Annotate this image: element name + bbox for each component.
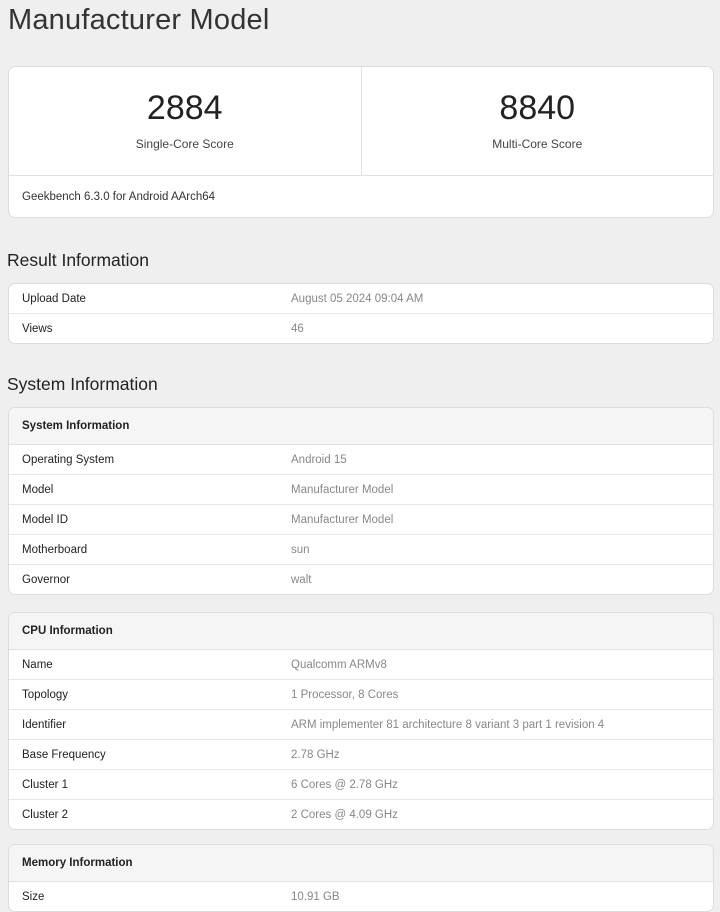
row-value: Android 15 (291, 453, 347, 466)
cpu-row-topology (9, 679, 713, 709)
row-value: August 05 2024 09:04 AM (291, 292, 424, 305)
result-information-card (8, 283, 714, 344)
row-label: Model ID (22, 513, 69, 526)
row-value: walt (291, 573, 312, 586)
memory-table-title: Memory Information (9, 845, 713, 882)
cpu-table-rows (9, 650, 713, 829)
row-value: sun (291, 543, 310, 556)
system-row-model (9, 474, 713, 504)
memory-information-card (8, 844, 714, 912)
result-information-heading: Result Information (7, 250, 150, 270)
cpu-row-identifier (9, 709, 713, 739)
row-value: Manufacturer Model (291, 483, 394, 496)
row-label: Base Frequency (22, 748, 106, 761)
multi-core-score-label: Multi-Core Score (492, 137, 583, 151)
result-information-rows (9, 284, 713, 343)
multi-core-score-cell (361, 67, 714, 175)
row-label: Views (22, 322, 53, 335)
row-value: ARM implementer 81 architecture 8 variant 3 part 1 revision 4 (291, 718, 605, 731)
row-label: Name (22, 658, 53, 671)
system-row-operating-system (9, 445, 713, 474)
system-row-model-id (9, 504, 713, 534)
row-label: Governor (22, 573, 70, 586)
multi-core-score-value: 8840 (499, 89, 576, 127)
row-value: 10.91 GB (291, 890, 340, 903)
cpu-row-cluster-1 (9, 769, 713, 799)
row-label: Operating System (22, 453, 115, 466)
single-core-score-value: 2884 (146, 89, 223, 127)
memory-row-size (9, 882, 713, 911)
system-row-motherboard (9, 534, 713, 564)
row-value: Qualcomm ARMv8 (291, 658, 387, 671)
cpu-information-card (8, 612, 714, 830)
row-label: Motherboard (22, 543, 88, 556)
page-title: Manufacturer Model (8, 4, 270, 36)
row-label: Identifier (22, 718, 67, 731)
cpu-row-cluster-2 (9, 799, 713, 829)
row-label: Model (22, 483, 54, 496)
row-value: 2 Cores @ 4.09 GHz (291, 808, 398, 821)
system-information-card (8, 407, 714, 595)
memory-table-rows (9, 882, 713, 911)
system-table-rows (9, 445, 713, 594)
row-label: Topology (22, 688, 69, 701)
benchmark-version: Geekbench 6.3.0 for Android AArch64 (22, 191, 216, 203)
system-row-governor (9, 564, 713, 594)
cpu-table-title: CPU Information (9, 613, 713, 650)
cpu-row-name (9, 650, 713, 679)
row-label: Cluster 1 (22, 778, 69, 791)
result-row-views (9, 313, 713, 343)
system-information-heading: System Information (7, 374, 158, 394)
cpu-row-base-frequency (9, 739, 713, 769)
row-label: Upload Date (22, 292, 86, 305)
row-value: 1 Processor, 8 Cores (291, 688, 399, 701)
row-value: 6 Cores @ 2.78 GHz (291, 778, 398, 791)
row-value: 2.78 GHz (291, 748, 340, 761)
single-core-score-label: Single-Core Score (135, 137, 234, 151)
row-label: Cluster 2 (22, 808, 69, 821)
score-row (9, 67, 713, 176)
result-row-upload-date (9, 284, 713, 313)
score-card (8, 66, 714, 218)
row-value: Manufacturer Model (291, 513, 394, 526)
row-value: 46 (291, 322, 304, 335)
single-core-score-cell (9, 67, 361, 175)
system-table-title: System Information (9, 408, 713, 445)
row-label: Size (22, 890, 45, 903)
